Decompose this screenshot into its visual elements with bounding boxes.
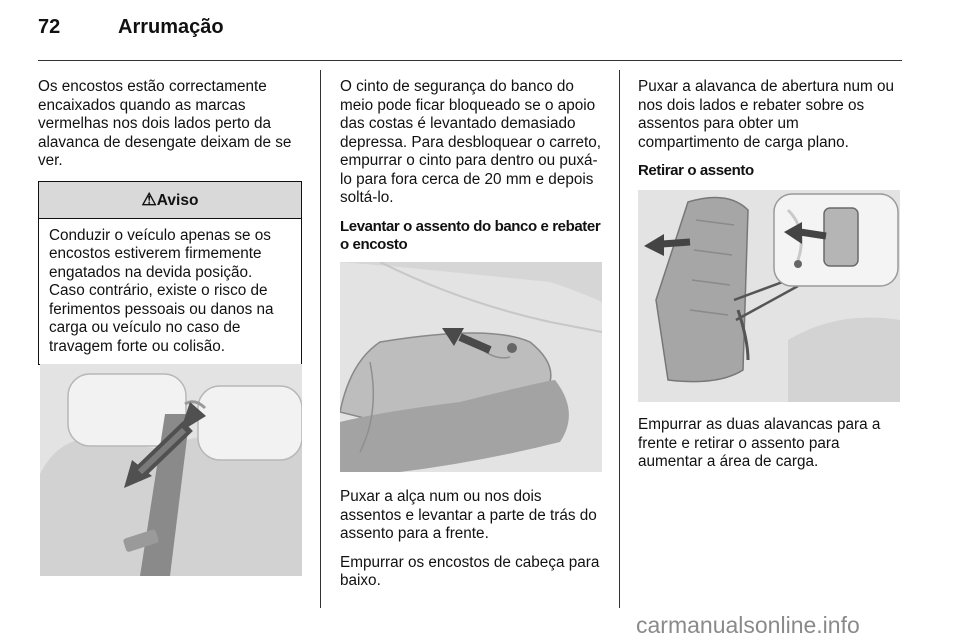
warning-icon: ⚠ xyxy=(141,189,157,209)
belt-paragraph: O cinto de segurança do banco do meio pode ficar bloqueado se o apoio das costas é levantado demasiado depressa. Para desbloquear o carreto, empurrar o cinto para dentro ou puxá-lo para fora cerca de 20 mm e depois soltá-lo. xyxy=(340,78,602,206)
figure-seat-cushion xyxy=(340,262,602,472)
fold-seat-paragraph: Puxar a alavanca de abertura num ou nos dois lados e rebater sobre os assentos para obter um compartimento de carga plano. xyxy=(638,78,894,151)
column-divider-2 xyxy=(619,70,620,608)
remove-seat-paragraph: Empurrar as duas alavancas para a frente e retirar o assento para aumentar a área de carga. xyxy=(638,416,881,470)
intro-paragraph: Os encostos estão correctamente encaixados quando as marcas vermelhas nos dois lados perto da alavanca de desengate deixam de se ver. xyxy=(38,78,292,169)
page-title: Arrumação xyxy=(118,16,224,38)
headrest-paragraph: Empurrar os encostos de cabeça para baixo. xyxy=(340,553,600,589)
page-number: 72 xyxy=(38,16,61,38)
column-2-lower xyxy=(340,488,604,601)
seat-removal-illustration xyxy=(638,190,900,402)
seat-cushion-illustration xyxy=(340,262,602,472)
headrests-illustration xyxy=(40,364,302,576)
figure-headrests-belt xyxy=(40,364,302,576)
figure-seat-removal xyxy=(638,190,900,402)
column-2 xyxy=(340,78,604,265)
column-1 xyxy=(38,78,304,365)
column-3 xyxy=(638,78,904,191)
column-3-lower xyxy=(638,416,904,482)
warning-box xyxy=(38,181,302,366)
warning-body: Conduzir o veículo apenas se os encostos estiverem firmemente engatados na devida posição. Caso contrário, existe o risco de ferimentos pessoais ou danos na carga ou veículo no caso de travagem forte ou colisão. xyxy=(49,226,274,355)
section-heading-remove-seat: Retirar o assento xyxy=(638,162,754,179)
section-heading-lift-seat: Levantar o assento do banco e rebater o encosto xyxy=(340,217,601,253)
warning-title: Aviso xyxy=(156,191,199,209)
warning-header xyxy=(39,182,301,219)
header-rule xyxy=(38,60,902,61)
watermark: carmanualsonline.info xyxy=(636,612,860,638)
lift-seat-paragraph: Puxar a alça num ou nos dois assentos e levantar a parte de trás do assento para a frente. xyxy=(340,488,597,542)
column-divider-1 xyxy=(320,70,321,608)
